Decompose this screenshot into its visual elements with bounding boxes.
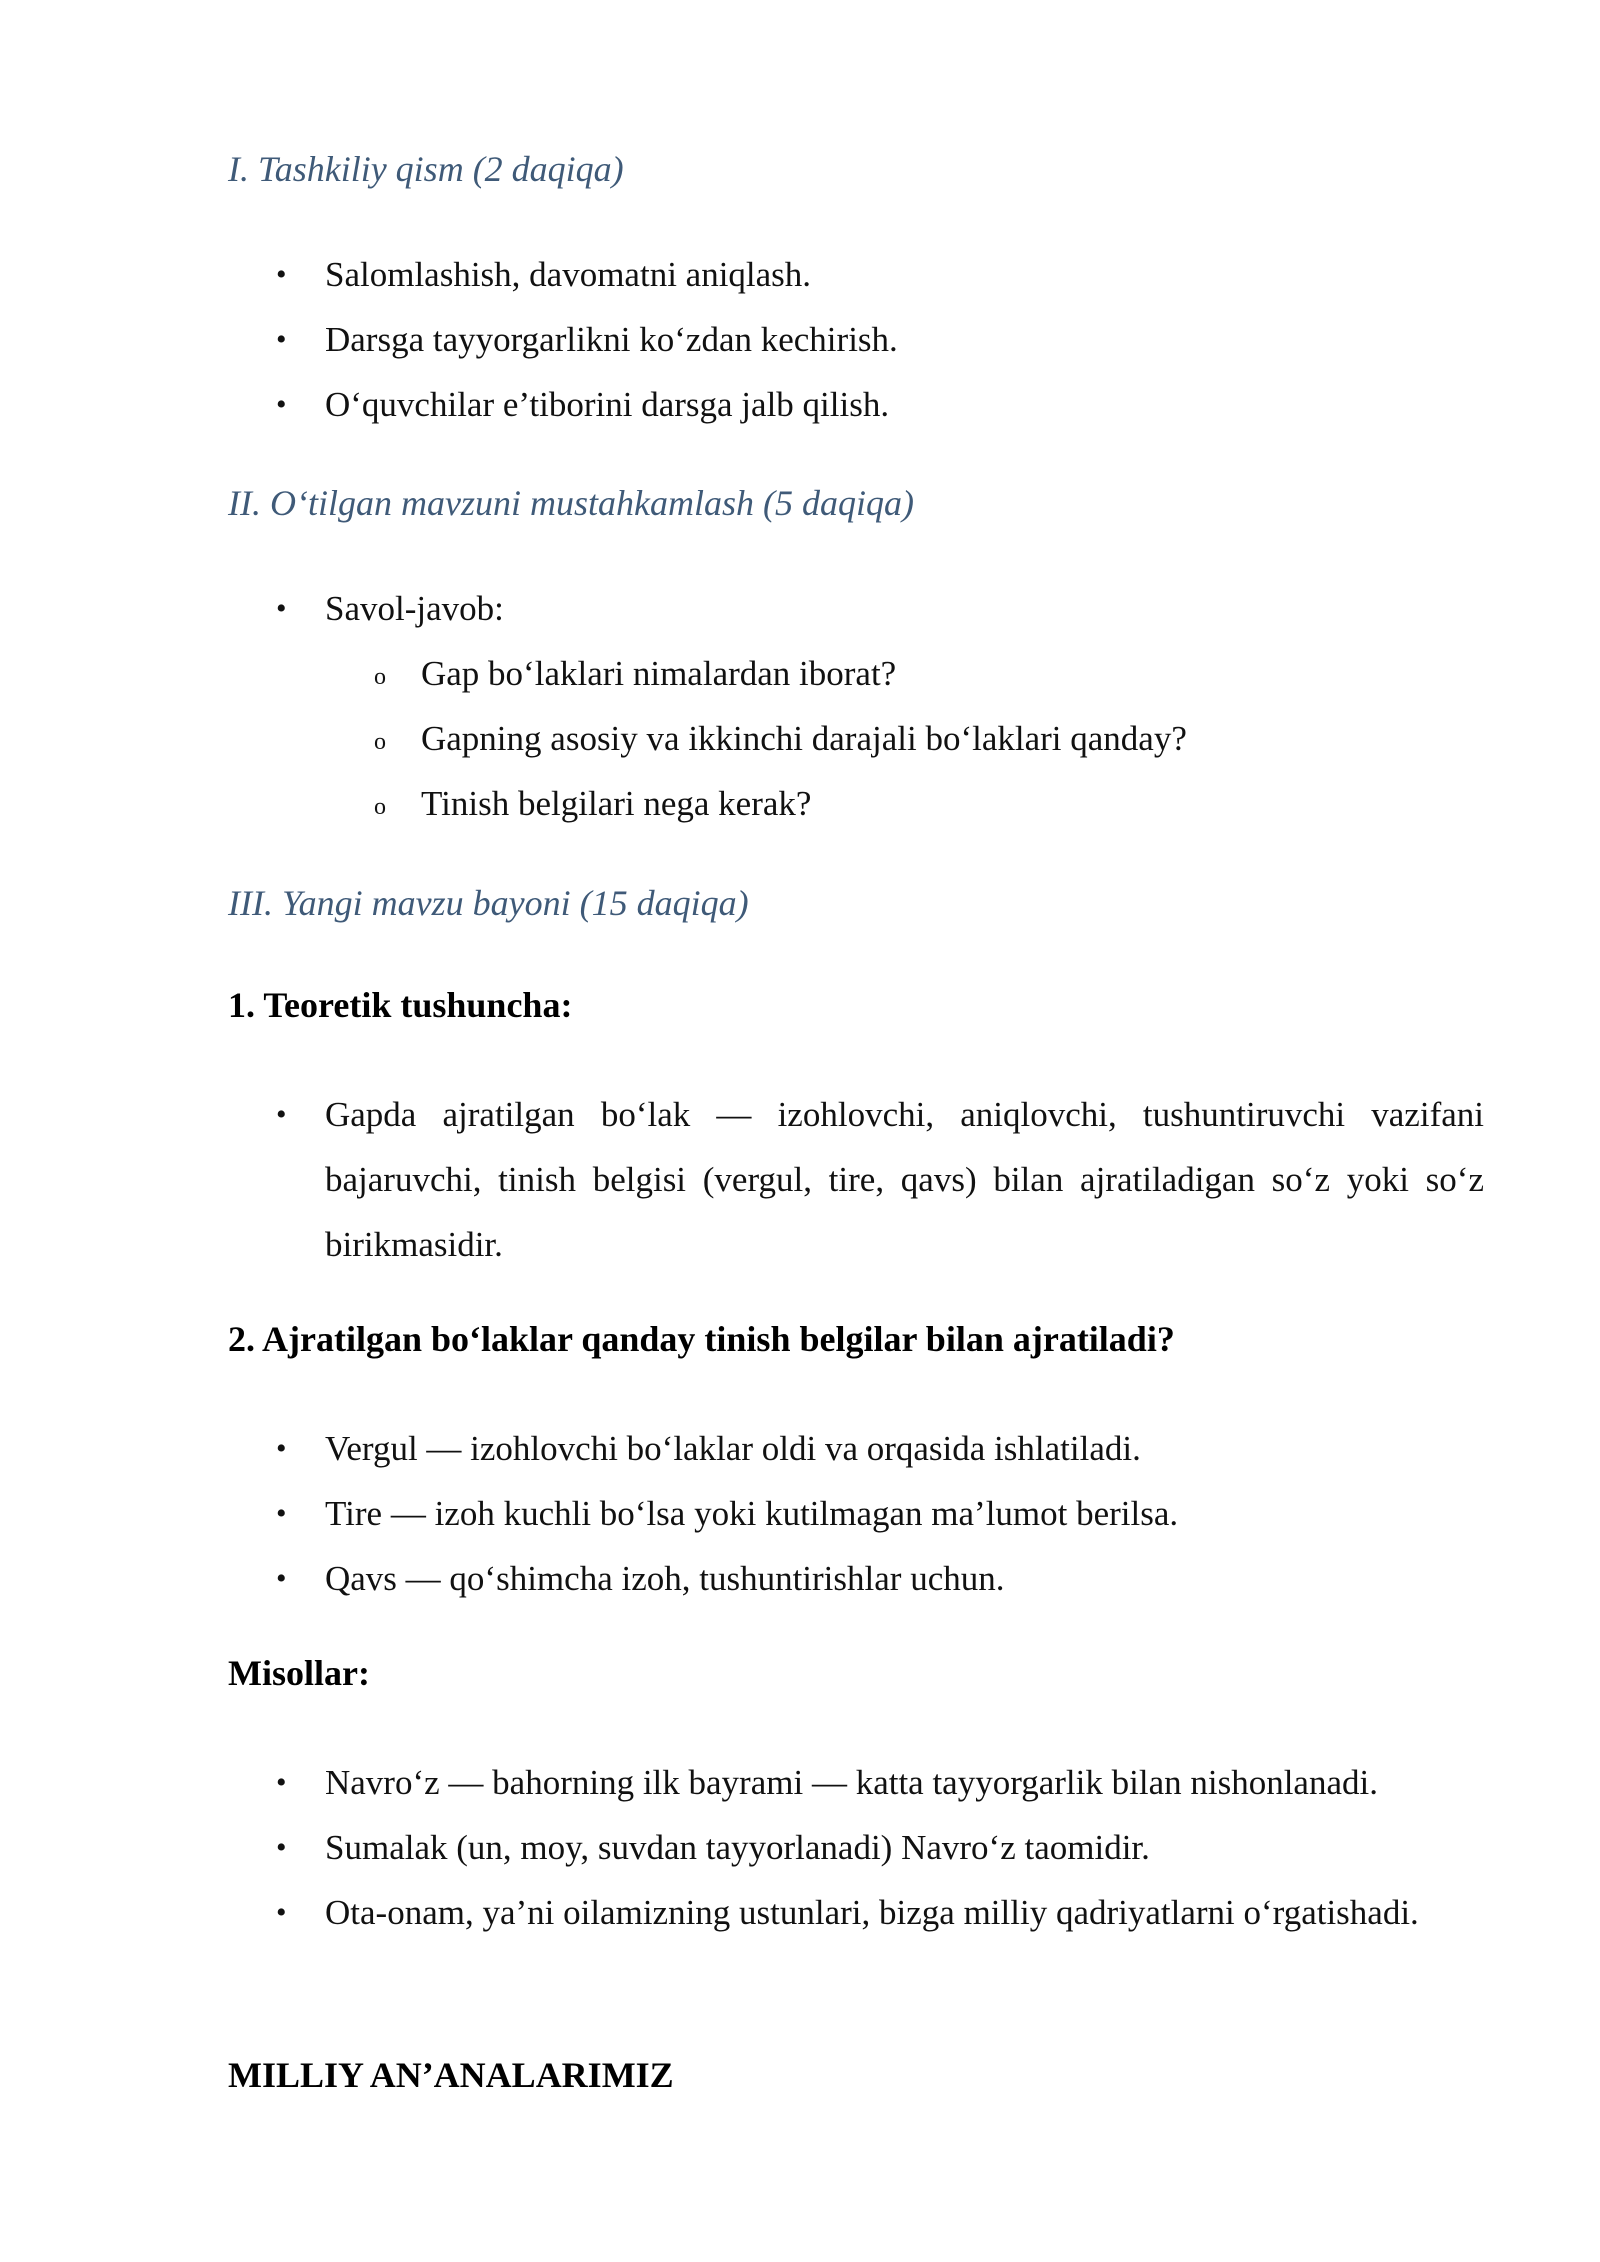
theory-list [228,1082,1484,1277]
examples-list [228,1750,1484,1945]
section-3-heading: III. Yangi mavzu bayoni (15 daqiqa) [228,883,749,923]
bullet-icon: • [276,1098,287,1131]
list-item: • Darsga tayyorgarlikni ko‘zdan kechirish. [228,307,1484,372]
theory-heading: 1. Teoretik tushuncha: [228,985,573,1025]
list-item: • Tire — izoh kuchli bo‘lsa yoki kutilmagan ma’lumot berilsa. [228,1481,1484,1546]
list-item: • Vergul — izohlovchi bo‘laklar oldi va orqasida ishlatiladi. [228,1416,1484,1481]
list-item: • Savol-javob: [228,576,1484,641]
examples-heading: Misollar: [228,1653,370,1693]
section-2-list [228,576,1484,836]
bullet-icon: • [276,1432,287,1465]
list-item: • Ota-onam, ya’ni oilamizning ustunlari, bizga milliy qadriyatlarni o‘rgatishadi. [228,1880,1484,1945]
bullet-icon: • [276,1831,287,1864]
bullet-icon: • [276,323,287,356]
list-item: • O‘quvchilar e’tiborini darsga jalb qilish. [228,372,1484,437]
bullet-icon: • [276,388,287,421]
sub-list-item: o Tinish belgilari nega kerak? [228,771,1484,836]
punctuation-heading: 2. Ajratilgan bo‘laklar qanday tinish belgilar bilan ajratiladi? [228,1319,1175,1359]
footer-heading: MILLIY AN’ANALARIMIZ [228,2055,674,2095]
list-item: • Salomlashish, davomatni aniqlash. [228,242,1484,307]
section-2-heading: II. O‘tilgan mavzuni mustahkamlash (5 daqiqa) [228,483,914,523]
bullet-icon: • [276,258,287,291]
sub-list-item: o Gapning asosiy va ikkinchi darajali bo‘laklari qanday? [228,706,1484,771]
circle-bullet-icon: o [374,664,386,690]
list-item: • Sumalak (un, moy, suvdan tayyorlanadi) Navro‘z taomidir. [228,1815,1484,1880]
list-item: • Navro‘z — bahorning ilk bayrami — katta tayyorgarlik bilan nishonlanadi. [228,1750,1484,1815]
circle-bullet-icon: o [374,794,386,820]
bullet-icon: • [276,1896,287,1929]
bullet-icon: • [276,1497,287,1530]
section-1-list [228,242,1484,437]
bullet-icon: • [276,1766,287,1799]
list-item: • Gapda ajratilgan bo‘lak — izohlovchi, aniqlovchi, tushuntiruvchi vazifani bajaruvchi, tinish belgisi (vergul, tire, qavs) bilan ajratiladigan so‘z yoki so‘z birikmasidir. [228,1082,1484,1277]
sub-list-item: o Gap bo‘laklari nimalardan iborat? [228,641,1484,706]
punctuation-list [228,1416,1484,1611]
circle-bullet-icon: o [374,729,386,755]
list-item: • Qavs — qo‘shimcha izoh, tushuntirishlar uchun. [228,1546,1484,1611]
section-1-heading: I. Tashkiliy qism (2 daqiqa) [228,149,624,189]
bullet-icon: • [276,1562,287,1595]
bullet-icon: • [276,592,287,625]
